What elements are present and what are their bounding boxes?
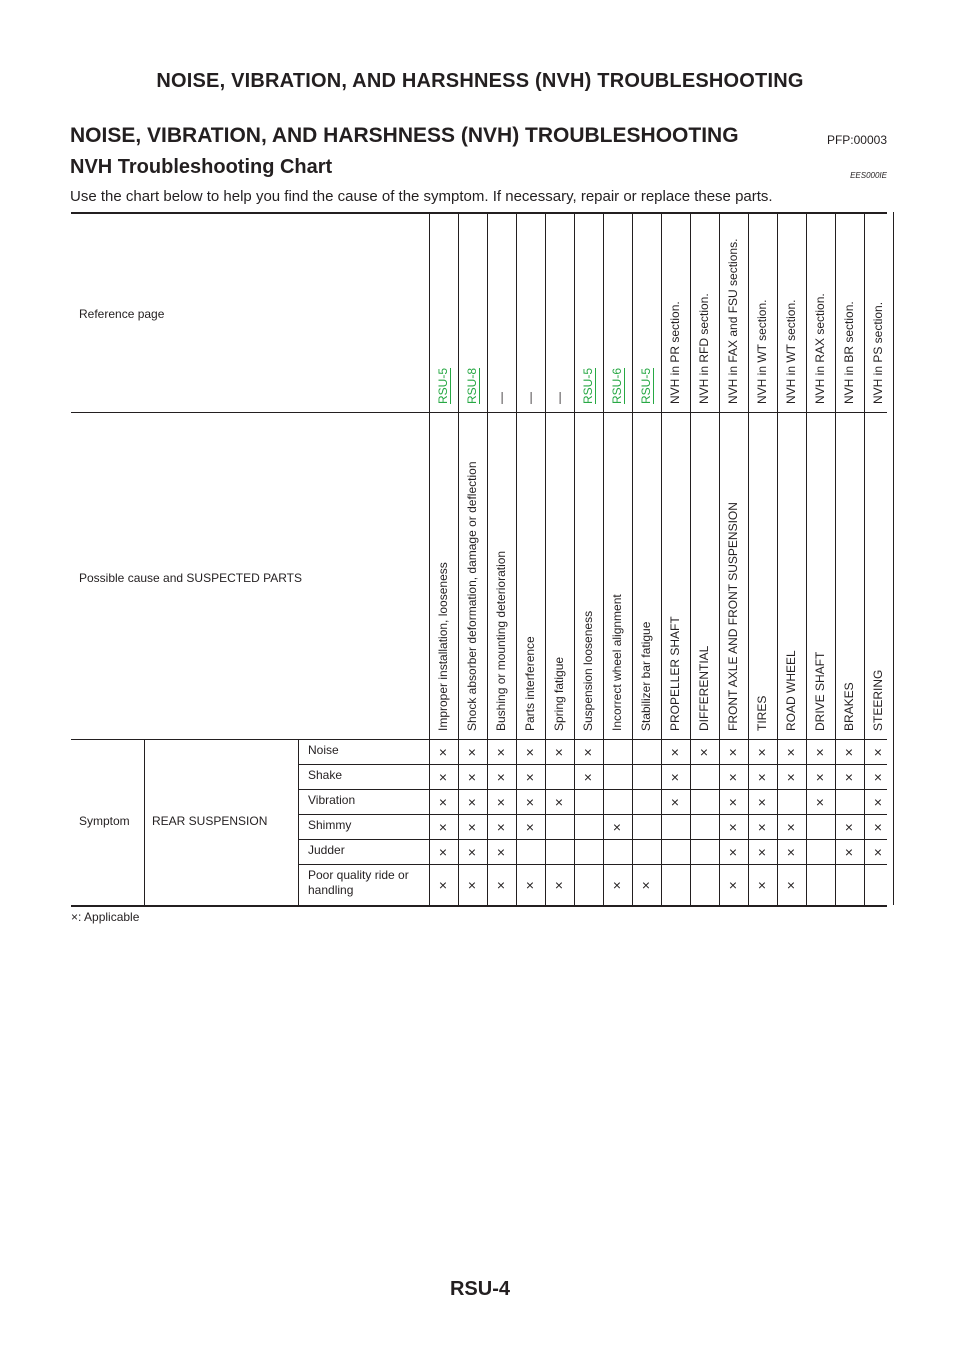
applicable-mark: ×	[467, 819, 477, 835]
reference-5: —	[552, 392, 566, 404]
table-top-rule	[71, 212, 887, 214]
applicable-mark: ×	[583, 744, 593, 760]
applicable-mark: ×	[728, 819, 738, 835]
applicable-mark: ×	[844, 769, 854, 785]
applicable-mark: ×	[786, 876, 796, 893]
cause-9: PROPELLER SHAFT	[668, 616, 682, 731]
symptom-row-label: Poor quality ride or handling	[308, 868, 409, 897]
cause-11: FRONT AXLE AND FRONT SUSPENSION	[726, 502, 740, 731]
reference-11: NVH in FAX and FSU sections.	[726, 238, 740, 404]
cause-14: DRIVE SHAFT	[813, 651, 827, 731]
pfp-code: PFP:00003	[826, 133, 887, 147]
reference-9: NVH in PR section.	[668, 301, 682, 404]
reference-12: NVH in WT section.	[755, 299, 769, 404]
applicable-mark: ×	[496, 844, 506, 860]
reference-4: —	[523, 392, 537, 404]
applicable-mark: ×	[467, 844, 477, 860]
table-row-divider	[298, 864, 887, 865]
table-row-divider	[298, 814, 887, 815]
symptom-row-label: Shimmy	[308, 818, 352, 832]
applicable-mark: ×	[641, 876, 651, 893]
symptom-row-label: Judder	[308, 843, 345, 857]
applicable-mark: ×	[757, 794, 767, 810]
cause-5: Spring fatigue	[552, 656, 566, 731]
applicable-mark: ×	[525, 769, 535, 785]
applicable-mark: ×	[496, 876, 506, 893]
applicable-mark: ×	[873, 819, 883, 835]
reference-15: NVH in BR section.	[842, 301, 856, 404]
applicable-mark: ×	[728, 876, 738, 893]
table-row-divider	[298, 764, 887, 765]
cause-1: Improper installation, looseness	[436, 562, 450, 731]
applicable-mark: ×	[612, 876, 622, 893]
cause-16: STEERING	[871, 669, 885, 731]
legend: ×: Applicable	[71, 910, 140, 924]
applicable-mark: ×	[670, 769, 680, 785]
applicable-mark: ×	[467, 794, 477, 810]
applicable-mark: ×	[438, 819, 448, 835]
reference-1[interactable]: RSU-5	[436, 367, 450, 404]
applicable-mark: ×	[670, 744, 680, 760]
reference-6[interactable]: RSU-5	[581, 367, 595, 404]
nvh-troubleshooting-table	[71, 212, 887, 906]
applicable-mark: ×	[438, 769, 448, 785]
applicable-mark: ×	[728, 744, 738, 760]
table-row-divider	[298, 789, 887, 790]
applicable-mark: ×	[496, 744, 506, 760]
reference-16: NVH in PS section.	[871, 301, 885, 404]
applicable-mark: ×	[815, 744, 825, 760]
applicable-mark: ×	[757, 819, 767, 835]
applicable-mark: ×	[786, 744, 796, 760]
reference-13: NVH in WT section.	[784, 299, 798, 404]
symptom-row-label: Shake	[308, 768, 343, 782]
cause-2: Shock absorber deformation, damage or deflection	[465, 461, 479, 731]
applicable-mark: ×	[525, 744, 535, 760]
cause-4: Parts interference	[523, 636, 537, 731]
table-bottom-rule	[71, 905, 887, 907]
applicable-mark: ×	[728, 769, 738, 785]
running-header: NOISE, VIBRATION, AND HARSHNESS (NVH) TROUBLESHOOTING	[156, 70, 804, 92]
applicable-mark: ×	[554, 744, 564, 760]
applicable-mark: ×	[815, 769, 825, 785]
applicable-mark: ×	[496, 794, 506, 810]
rear-suspension-label: REAR SUSPENSION	[152, 814, 268, 828]
cause-13: ROAD WHEEL	[784, 650, 798, 731]
applicable-mark: ×	[496, 769, 506, 785]
applicable-mark: ×	[757, 844, 767, 860]
applicable-mark: ×	[467, 744, 477, 760]
reference-10: NVH in RFD section.	[697, 293, 711, 404]
table-row-divider	[298, 839, 887, 840]
applicable-mark: ×	[554, 794, 564, 810]
page-number: RSU-4	[449, 1278, 510, 1300]
applicable-mark: ×	[815, 794, 825, 810]
document-id: EES000IE	[850, 171, 887, 180]
reference-14: NVH in RAX section.	[813, 293, 827, 404]
applicable-mark: ×	[873, 794, 883, 810]
applicable-mark: ×	[467, 876, 477, 893]
applicable-mark: ×	[786, 769, 796, 785]
applicable-mark: ×	[728, 844, 738, 860]
applicable-mark: ×	[583, 769, 593, 785]
reference-8[interactable]: RSU-5	[639, 367, 653, 404]
applicable-mark: ×	[438, 794, 448, 810]
applicable-mark: ×	[670, 794, 680, 810]
cause-7: Incorrect wheel alignment	[610, 594, 624, 731]
symptom-row-label: Noise	[308, 743, 339, 757]
table-divider	[144, 739, 145, 905]
applicable-mark: ×	[757, 769, 767, 785]
applicable-mark: ×	[438, 744, 448, 760]
reference-2[interactable]: RSU-8	[465, 367, 479, 404]
section-title: NOISE, VIBRATION, AND HARSHNESS (NVH) TROUBLESHOOTING	[70, 124, 739, 147]
applicable-mark: ×	[873, 844, 883, 860]
applicable-mark: ×	[438, 876, 448, 893]
cause-6: Suspension looseness	[581, 610, 595, 731]
applicable-mark: ×	[844, 819, 854, 835]
applicable-mark: ×	[873, 769, 883, 785]
cause-3: Bushing or mounting deterioration	[494, 550, 508, 731]
applicable-mark: ×	[786, 819, 796, 835]
possible-cause-label: Possible cause and SUSPECTED PARTS	[79, 571, 302, 585]
applicable-mark: ×	[438, 844, 448, 860]
applicable-mark: ×	[757, 876, 767, 893]
symptom-row-label: Vibration	[308, 793, 356, 807]
cause-12: TIRES	[755, 695, 769, 731]
cause-15: BRAKES	[842, 682, 856, 731]
applicable-mark: ×	[873, 744, 883, 760]
cause-8: Stabilizer bar fatigue	[639, 621, 653, 731]
cause-10: DIFFERENTIAL	[697, 645, 711, 731]
intro-text: Use the chart below to help you find the cause of the symptom. If necessary, repair or replace these parts.	[70, 188, 773, 205]
applicable-mark: ×	[496, 819, 506, 835]
applicable-mark: ×	[844, 844, 854, 860]
applicable-mark: ×	[844, 744, 854, 760]
symptom-label: Symptom	[79, 814, 130, 828]
applicable-mark: ×	[612, 819, 622, 835]
chart-title: NVH Troubleshooting Chart	[70, 156, 333, 178]
applicable-mark: ×	[467, 769, 477, 785]
table-rule	[71, 739, 887, 740]
applicable-mark: ×	[728, 794, 738, 810]
applicable-mark: ×	[554, 876, 564, 893]
table-rule	[71, 412, 887, 413]
reference-page-label: Reference page	[79, 307, 165, 321]
applicable-mark: ×	[525, 794, 535, 810]
applicable-mark: ×	[525, 876, 535, 893]
applicable-mark: ×	[786, 844, 796, 860]
table-column-divider	[893, 212, 894, 905]
applicable-mark: ×	[699, 744, 709, 760]
applicable-mark: ×	[757, 744, 767, 760]
applicable-mark: ×	[525, 819, 535, 835]
reference-3: —	[494, 392, 508, 404]
reference-7[interactable]: RSU-6	[610, 367, 624, 404]
